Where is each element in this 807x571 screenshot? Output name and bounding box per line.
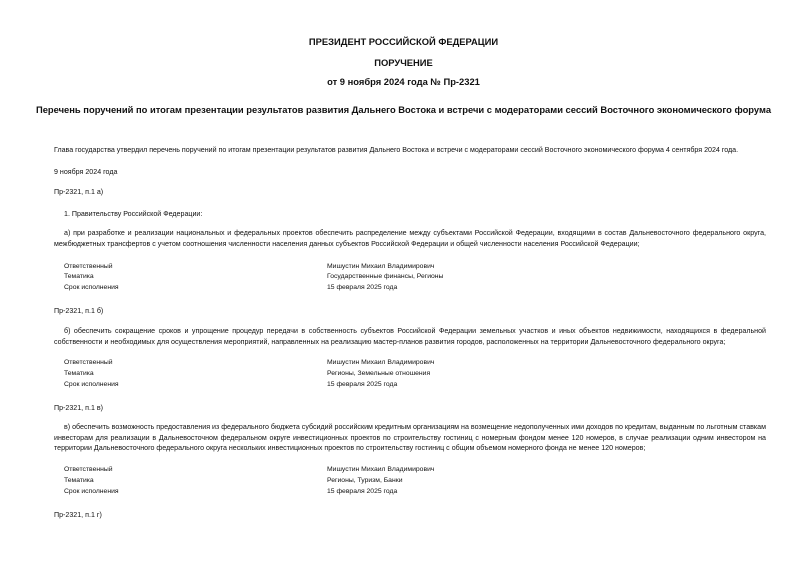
topic-label: Тематика [64, 477, 94, 484]
topic-label: Тематика [64, 273, 94, 280]
item-ref: Пр-2321, п.1 б) [54, 307, 104, 315]
intro-paragraph: Глава государства утвердил перечень поручений по итогам презентации результатов развития Дальнего Востока и встречи с модераторами сессий Восточного экономического форума 4 сентября 2024 года. [54, 146, 739, 154]
responsible-value: Мишустин Михаил Владимирович [327, 466, 435, 473]
doc-issuer: ПРЕЗИДЕНТ РОССИЙСКОЙ ФЕДЕРАЦИИ [308, 36, 499, 47]
deadline-value: 15 февраля 2025 года [327, 488, 398, 495]
item-text: в) обеспечить возможность предоставления из федерального бюджета субсидий российским кредитным организациям на возмещение недополученных ими доходов по кредитам, выданным по льготным ставкам инвесторам для реализации в Дальневосточном федеральном округе инвестиционных проектов по строительству гостиниц с номерным фондом менее 120 номеров, в случае реализации одним инвестором на территории Дальневосточного федерального округа нескольких инвестиционных проектов по строительству гостиниц с общим объемом номерного фонда не менее 120 номеров; [54, 423, 766, 453]
topic-label: Тематика [64, 370, 94, 377]
responsible-value: Мишустин Михаил Владимирович [327, 263, 435, 270]
deadline-label: Срок исполнения [64, 284, 119, 291]
item-ref: Пр-2321, п.1 в) [54, 404, 103, 412]
deadline-value: 15 февраля 2025 года [327, 381, 398, 388]
topic-value: Государственные финансы, Регионы [327, 273, 444, 280]
doc-type: ПОРУЧЕНИЕ [374, 57, 433, 68]
doc-date-number: от 9 ноября 2024 года № Пр-2321 [327, 76, 480, 87]
topic-value: Регионы, Туризм, Банки [327, 477, 403, 484]
deadline-value: 15 февраля 2025 года [327, 284, 398, 291]
item-heading: 1. Правительству Российской Федерации: [64, 210, 203, 218]
item-text: а) при разработке и реализации национальных и федеральных проектов обеспечить распределение между субъектами Российской Федерации, входящими в состав Дальневосточного федерального округа, межбюджетных трансфертов с учетом соотношения численности населения данных субъектов Российской Федерации и общей численности населения Российской Федерации; [54, 229, 766, 248]
topic-value: Регионы, Земельные отношения [327, 370, 431, 377]
responsible-label: Ответственный [64, 263, 113, 270]
deadline-label: Срок исполнения [64, 488, 119, 495]
responsible-value: Мишустин Михаил Владимирович [327, 359, 435, 366]
deadline-label: Срок исполнения [64, 381, 119, 388]
responsible-label: Ответственный [64, 359, 113, 366]
doc-date: 9 ноября 2024 года [54, 168, 118, 176]
doc-subject: Перечень поручений по итогам презентации результатов развития Дальнего Востока и встречи с модераторами сессий Восточного экономического форума [35, 104, 772, 115]
item-ref: Пр-2321, п.1 а) [54, 188, 104, 196]
item-ref: Пр-2321, п.1 г) [54, 511, 102, 519]
responsible-label: Ответственный [64, 466, 113, 473]
item-text: б) обеспечить сокращение сроков и упрощение процедур передачи в собственность субъектов Российской Федерации земельных участков и иных объектов недвижимости, находящихся в федеральной собственности и необходимых для осуществления мероприятий, направленных на реализацию мастер-планов развития городов, расположенных на территории Дальневосточного федерального округа; [54, 327, 766, 346]
